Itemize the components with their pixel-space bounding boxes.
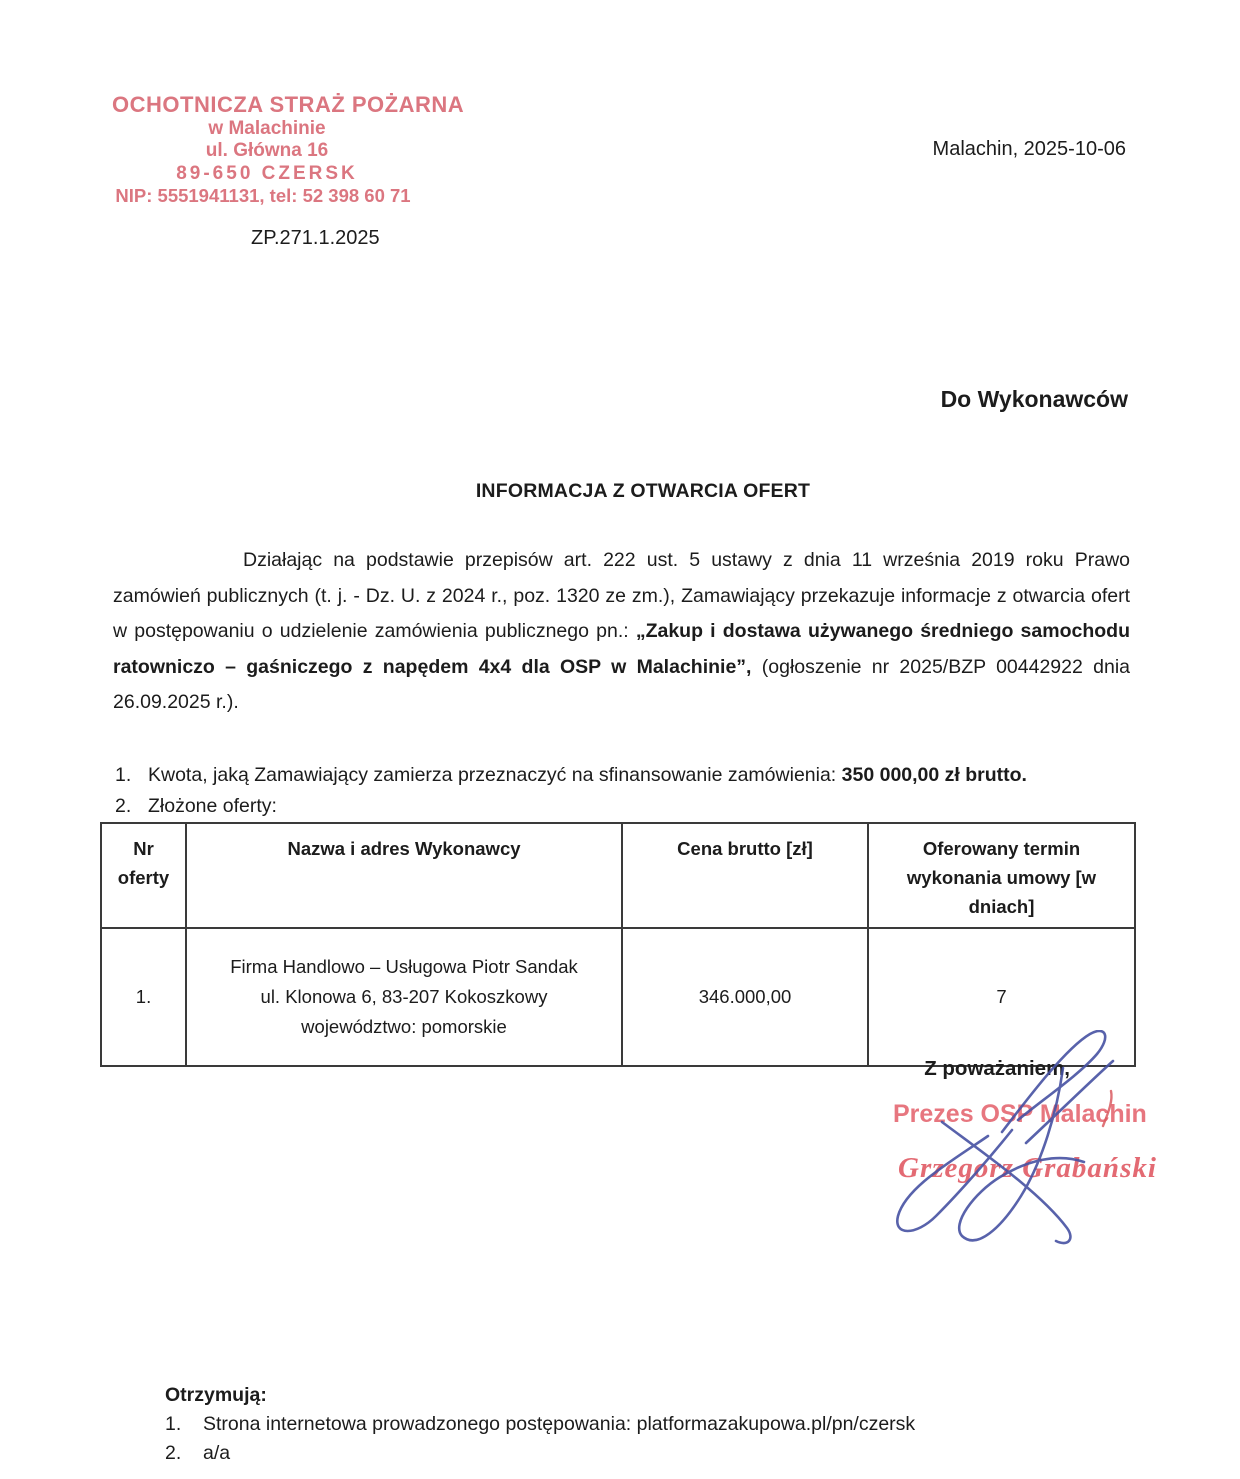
signer-name-stamp: Grzegorz Grabański xyxy=(898,1152,1157,1184)
list-item-number: 1. xyxy=(115,764,132,786)
paragraph-text-normal: Działając na podstawie przepisów art. 222 ust. 5 ustawy z dnia 11 września 2019 roku Prawo zamówień publicznych (t. j. - Dz. U. z 2024 r., poz. 1320 ze zm.), Zamawiający przekazuje informacje z otwarcia ofert w postępowaniu o udzielenie zamówienia publicznego pn.: xyxy=(113,549,1130,642)
list-item xyxy=(115,760,1135,791)
table-header-row xyxy=(101,823,1135,928)
cell-offer-number: 1. xyxy=(101,928,186,1066)
stamp-nip-phone: NIP: 5551941131, tel: 52 398 60 71 xyxy=(115,185,411,207)
distribution-heading: Otrzymują: xyxy=(165,1384,267,1406)
cell-completion-term: 7 xyxy=(868,928,1135,1066)
col-header-contractor: Nazwa i adres Wykonawcy xyxy=(186,823,622,928)
distribution-item-text: Strona internetowa prowadzonego postępowania: platformazakupowa.pl/pn/czersk xyxy=(203,1413,916,1435)
list-item xyxy=(115,791,1135,822)
paragraph-text-bold: „Zakup i dostawa używanego średniego samochodu ratowniczo – gaśniczego z napędem 4x4 dla OSP w Malachinie”, xyxy=(113,620,1130,678)
signer-role-stamp: Prezes OSP Malachin xyxy=(893,1100,1147,1128)
col-header-gross-price: Cena brutto [zł] xyxy=(622,823,868,928)
contractor-name: Firma Handlowo – Usługowa Piotr Sandak xyxy=(230,956,578,977)
list-item-text-bold: 350 000,00 zł brutto. xyxy=(841,764,1027,786)
list-item-text-normal: Kwota, jaką Zamawiający zamierza przeznaczyć na sfinansowanie zamówienia: xyxy=(148,764,842,786)
handwritten-signature-ink xyxy=(880,1030,1140,1250)
stamp-street: ul. Główna 16 xyxy=(205,140,329,162)
document-title: INFORMACJA Z OTWARCIA OFERT xyxy=(475,480,811,502)
list-item-text: Złożone oferty: xyxy=(148,795,277,817)
stamp-org-name: OCHOTNICZA STRAŻ POŻARNA xyxy=(112,92,465,117)
col-header-completion-term: Oferowany termin wykonania umowy [w dniach] xyxy=(868,823,1135,928)
organization-stamp xyxy=(112,92,465,207)
contractor-address: ul. Klonowa 6, 83-207 Kokoszkowy xyxy=(260,986,548,1007)
body-paragraph xyxy=(113,543,1130,721)
list-item-number: 2. xyxy=(115,795,132,817)
list-item-text xyxy=(148,760,1027,791)
distribution-list xyxy=(165,1381,915,1468)
closing-phrase: Z poważaniem, xyxy=(924,1057,1070,1080)
stamp-locality: w Malachinie xyxy=(208,117,326,139)
distribution-item xyxy=(165,1439,915,1468)
distribution-item-text: a/a xyxy=(203,1442,231,1464)
numbered-list xyxy=(115,760,1135,822)
cell-contractor xyxy=(186,928,622,1066)
red-stamp-artifact xyxy=(1103,1091,1112,1126)
paragraph-text-normal-tail: (ogłoszenie nr 2025/BZP 00442922 dnia 26.09.2025 r.). xyxy=(113,655,1131,713)
distribution-item xyxy=(165,1410,915,1439)
distribution-item-number: 2. xyxy=(165,1442,182,1464)
reference-number: ZP.271.1.2025 xyxy=(251,227,380,249)
col-header-offer-number: Nr oferty xyxy=(101,823,186,928)
distribution-item-number: 1. xyxy=(165,1413,182,1435)
cell-gross-price: 346.000,00 xyxy=(622,928,868,1066)
contractor-voivodeship: województwo: pomorskie xyxy=(301,1016,507,1037)
addressee: Do Wykonawców xyxy=(940,386,1128,412)
stamp-postal-city: 89-650 CZERSK xyxy=(176,162,358,184)
place-and-date: Malachin, 2025-10-06 xyxy=(932,138,1126,160)
